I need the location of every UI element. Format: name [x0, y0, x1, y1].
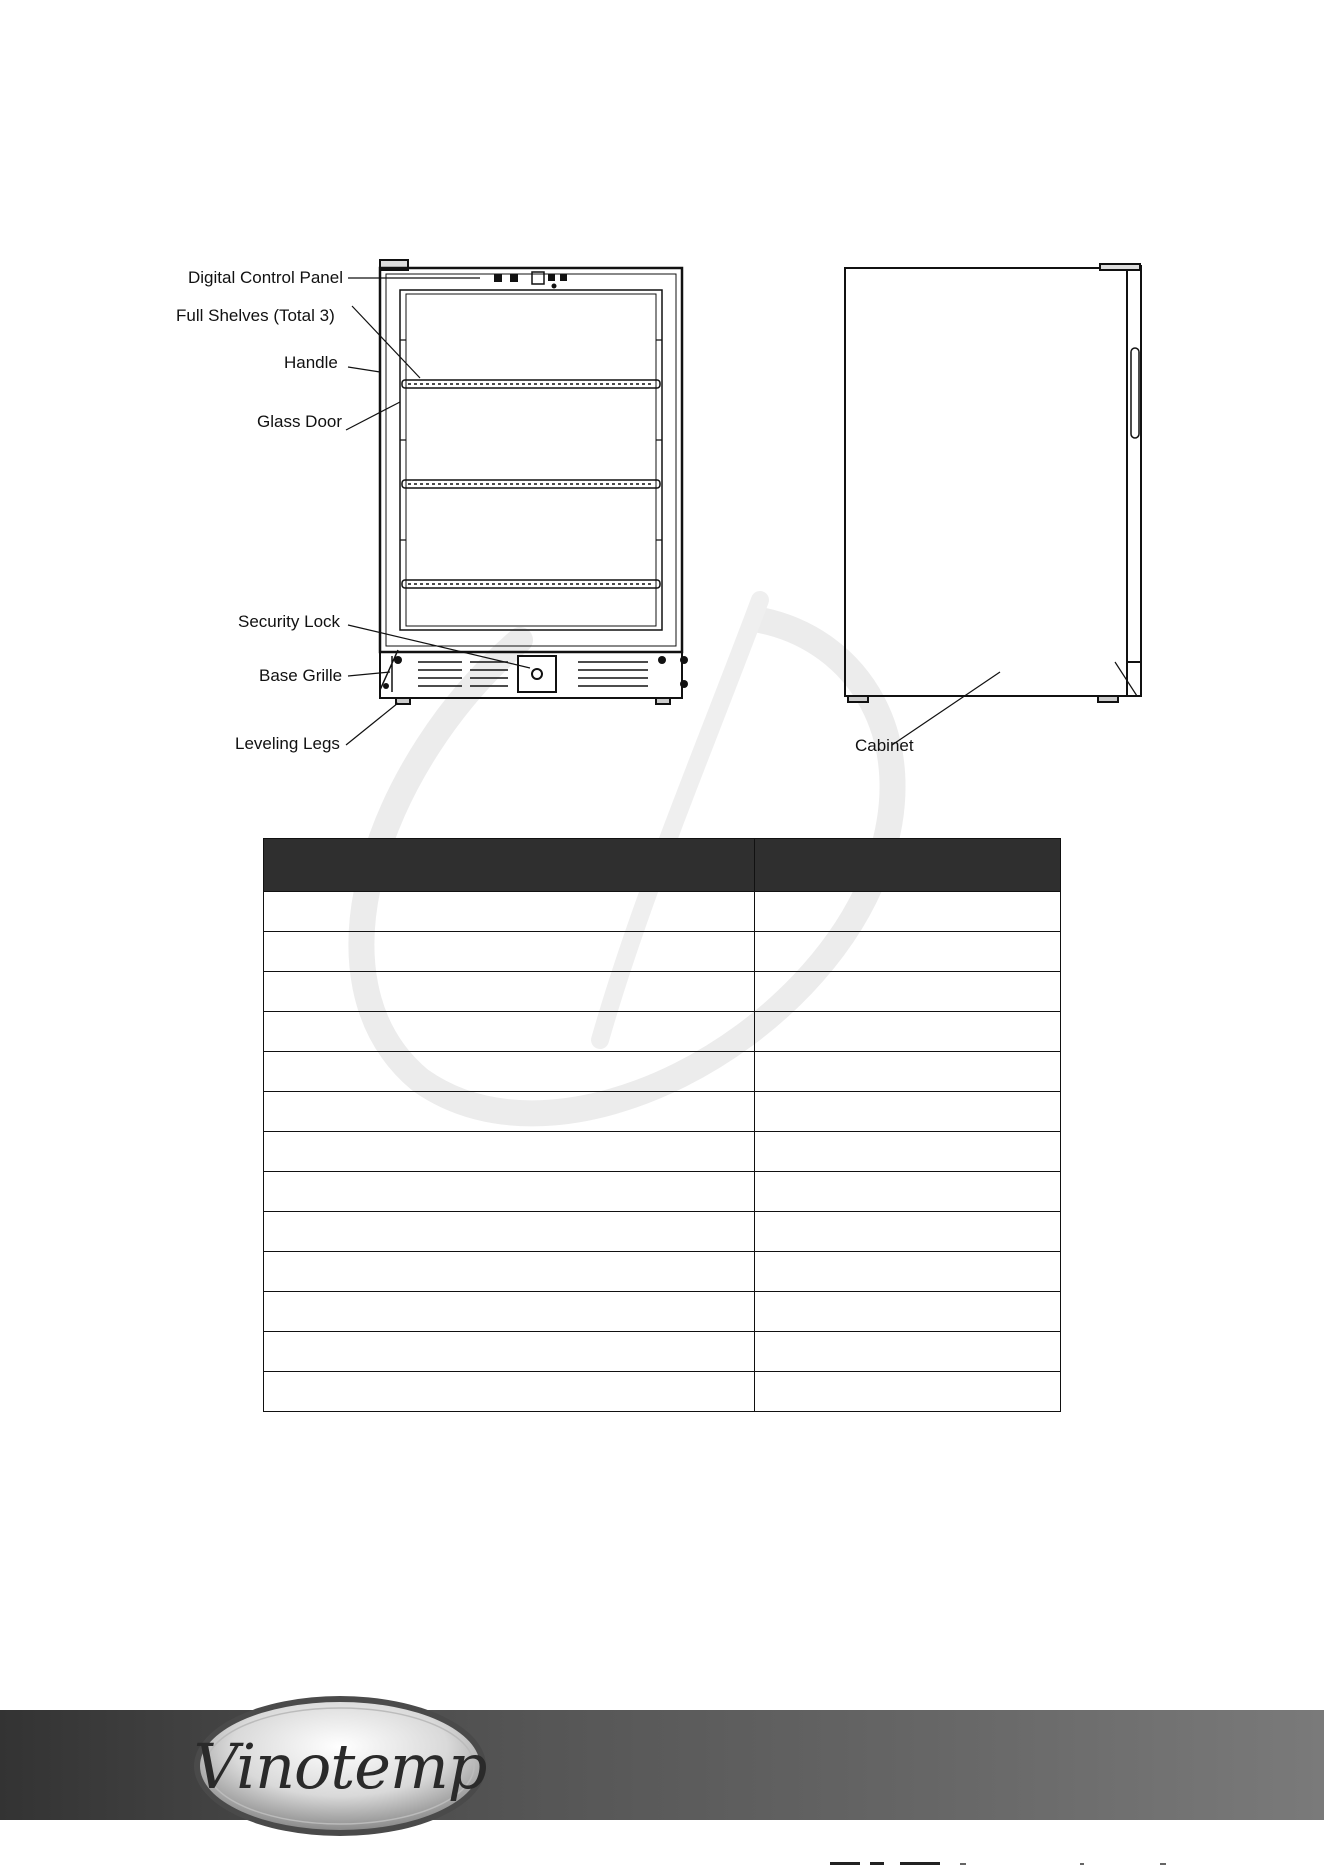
table-cell	[755, 1092, 1061, 1132]
table-cell	[264, 1052, 755, 1092]
table-header-row	[264, 839, 1061, 892]
front-view	[380, 260, 688, 704]
table-row	[264, 972, 1061, 1012]
table-header-cell	[264, 839, 755, 892]
table-cell	[755, 1212, 1061, 1252]
table-cell	[755, 1052, 1061, 1092]
table-cell	[264, 1372, 755, 1412]
label-glass-door: Glass Door	[257, 412, 343, 431]
table-cell	[755, 892, 1061, 932]
table-cell	[755, 1172, 1061, 1212]
label-handle: Handle	[284, 353, 338, 372]
table-cell	[755, 932, 1061, 972]
table-cell	[264, 1132, 755, 1172]
table-row	[264, 1332, 1061, 1372]
table-cell	[755, 1332, 1061, 1372]
table-cell	[264, 1212, 755, 1252]
logo-text: Vinotemp	[193, 1729, 487, 1803]
table-cell	[264, 1292, 755, 1332]
table-row	[264, 892, 1061, 932]
table-cell	[755, 1012, 1061, 1052]
label-leveling-legs: Leveling Legs	[235, 734, 340, 753]
table-header-cell	[755, 839, 1061, 892]
table-row	[264, 1172, 1061, 1212]
table-row	[264, 1212, 1061, 1252]
label-base-grille: Base Grille	[259, 666, 343, 685]
table-cell	[264, 1332, 755, 1372]
label-digital-control-panel: Digital Control Panel	[188, 268, 343, 287]
side-view	[845, 264, 1141, 702]
table-row	[264, 1052, 1061, 1092]
label-security-lock: Security Lock	[238, 612, 341, 631]
table-cell	[264, 932, 755, 972]
table-cell	[264, 1012, 755, 1052]
table-row	[264, 1372, 1061, 1412]
shelves	[402, 380, 660, 588]
table-row	[264, 1292, 1061, 1332]
label-full-shelves: Full Shelves (Total 3)	[176, 306, 335, 325]
appliance-diagram	[0, 0, 1324, 780]
table-cell	[264, 1172, 755, 1212]
page-edge-marks	[830, 1860, 1190, 1868]
table-row	[264, 1012, 1061, 1052]
table-cell	[755, 1252, 1061, 1292]
table-row	[264, 1092, 1061, 1132]
table-row	[264, 1132, 1061, 1172]
table-cell	[264, 892, 755, 932]
table-row	[264, 1252, 1061, 1292]
table-cell	[264, 972, 755, 1012]
label-cabinet: Cabinet	[855, 736, 914, 755]
table-cell	[755, 1292, 1061, 1332]
base-grille	[380, 650, 688, 698]
specification-table	[263, 838, 1061, 1412]
vinotemp-logo	[190, 1690, 490, 1842]
table-cell	[264, 1092, 755, 1132]
table-cell	[755, 1132, 1061, 1172]
table-row	[264, 932, 1061, 972]
table-cell	[264, 1252, 755, 1292]
table-cell	[755, 972, 1061, 1012]
table-cell	[755, 1372, 1061, 1412]
